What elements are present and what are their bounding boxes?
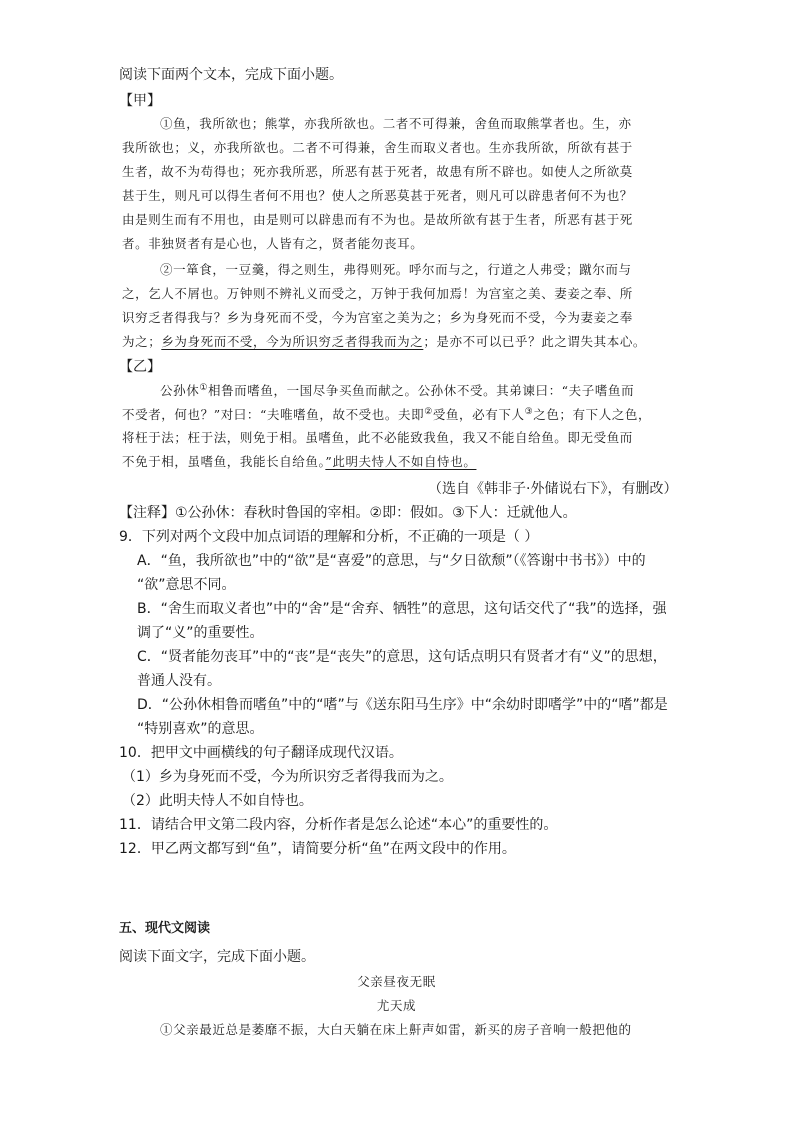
intro-text: 阅读下面两个文本，完成下面小题。 xyxy=(119,67,343,83)
q9-option-b-line-1: B．“舍生而取义者也”中的“舍”是“舍弃、牺牲”的意思，这句话交代了“我”的选择，强 xyxy=(137,601,667,617)
q9-option-c-line-2: 普通人没有。 xyxy=(137,673,221,689)
note-marker-1: ① xyxy=(199,383,208,393)
q10-sub-2: （2）此明夫恃人不如自恃也。 xyxy=(122,793,313,809)
jia-p1-line-3: 生者，故不为苟得也；死亦我所恶，所恶有甚于死者，故患有所不辟也。如使人之所欲莫 xyxy=(122,164,633,179)
jia-p1-line-4: 甚于生，则凡可以得生者何不用也？使人之所恶莫甚于死者，则凡可以辟患者何不为也？ xyxy=(122,188,633,203)
yi-l2-c: 之色；有下人之色， xyxy=(533,407,652,423)
jia-p2-line-1: ②一箪食，一豆羹，得之则生，弗得则死。呼尔而与之，行道之人弗受；蹴尔而与 xyxy=(160,262,632,277)
q9-option-d-line-1: D．“公孙休相鲁而嗜鱼”中的“嗜”与《送东阳马生序》中“余幼时即嗜学”中的“嗜”都是 xyxy=(137,697,668,713)
yi-line-4 xyxy=(122,456,476,469)
yi-l2-b: 受鱼，必有下人 xyxy=(432,407,525,423)
yi-underlined-sentence: ”此明夫恃人不如自恃也。 xyxy=(325,454,477,469)
q9-option-b-line-2: 调了“义”的重要性。 xyxy=(137,625,264,641)
yi-line-2 xyxy=(122,408,651,422)
yi-l2-a: 不受者，何也？”对曰：“夫唯嗜鱼，故不受也。夫即 xyxy=(122,407,425,423)
jia-p1-line-1: ①鱼，我所欲也；熊掌，亦我所欲也。二者不可得兼，舍鱼而取熊掌者也。生，亦 xyxy=(160,116,632,131)
jia-p2-line-3: 识穷乏者得我与？乡为身死而不受，今为宫室之美为之；乡为身死而不受，今为妻妾之奉 xyxy=(122,310,633,325)
article-author: 尤天成 xyxy=(376,998,417,1013)
jia-p2-line-4 xyxy=(122,336,646,349)
intro2-text: 阅读下面文字，完成下面小题。 xyxy=(119,949,315,965)
q9-option-a-line-1: A．“鱼，我所欲也”中的“欲”是“喜爱”的意思，与“夕日欲颓”（《答谢中书书》）中的 xyxy=(137,553,646,569)
section-heading: 五、现代文阅读 xyxy=(119,921,211,936)
source-citation: （选自《韩非子·外储说右下》，有删改） xyxy=(428,481,678,497)
yi-l4-a: 不免于相，虽嗜鱼，我能长自给鱼。 xyxy=(122,454,326,469)
yi-l1-b: 相鲁而嗜鱼，一国尽争买鱼而献之。公孙休不受。其弟谏曰：“夫子嗜鱼而 xyxy=(207,383,635,399)
jia-p2-last-pre: 为之； xyxy=(122,334,162,349)
annotation-notes: 【注释】①公孙休：春秋时鲁国的宰相。②即：假如。③下人：迁就他人。 xyxy=(119,505,577,521)
jia-p1-line-6: 者。非独贤者有是心也，人皆有之，贤者能勿丧耳。 xyxy=(122,236,424,251)
jia-p1-line-2: 我所欲也；义，亦我所欲也。二者不可得兼，舍生而取义者也。生亦我所欲，所欲有甚于 xyxy=(122,140,633,155)
q12-stem: 12．甲乙两文都写到“鱼”，请简要分析“鱼”在两文段中的作用。 xyxy=(119,841,516,857)
q9-option-d-line-2: “特别喜欢”的意思。 xyxy=(137,721,264,737)
yi-label: 【乙】 xyxy=(119,359,161,375)
jia-p1-line-5: 由是则生而有不用也，由是则可以辟患而有不为也。是故所欲有甚于生者，所恶有甚于死 xyxy=(122,212,633,227)
q9-option-c-line-1: C．“贤者能勿丧耳”中的“丧”是“丧失”的意思，这句话点明只有贤者才有“义”的思想， xyxy=(137,649,667,665)
yi-line-3: 将枉于法；枉于法，则免于相。虽嗜鱼，此不必能致我鱼，我又不能自给鱼。即无受鱼而 xyxy=(122,430,633,445)
q11-stem: 11．请结合甲文第二段内容，分析作者是怎么论述“本心”的重要性的。 xyxy=(119,817,558,833)
yi-line-1 xyxy=(160,384,634,398)
note-marker-3: ③ xyxy=(524,407,534,417)
jia-p2-last-post: ；是亦不可以已乎？此之谓失其本心。 xyxy=(423,334,647,349)
article-paragraph-1: ①父亲最近总是萎靡不振，大白天躺在床上鼾声如雷，新买的房子音响一般把他的 xyxy=(160,1022,632,1037)
q9-stem: 9．下列对两个文段中加点词语的理解和分析，不正确的一项是（ ） xyxy=(119,529,539,545)
q10-stem: 10．把甲文中画横线的句子翻译成现代汉语。 xyxy=(119,745,403,761)
jia-p2-line-2: 之，乞人不屑也。万钟则不辨礼义而受之，万钟于我何加焉！为宫室之美、妻妾之奉、所 xyxy=(122,286,633,301)
yi-l1-a: 公孙休 xyxy=(160,383,200,399)
article-title: 父亲昼夜无眠 xyxy=(357,974,436,989)
q10-sub-1: （1）乡为身死而不受，今为所识穷乏者得我而为之。 xyxy=(122,769,453,785)
q9-option-a-line-2: “欲”意思不同。 xyxy=(137,577,236,593)
jia-underlined-sentence: 乡为身死而不受，今为所识穷乏者得我而为之 xyxy=(161,334,424,349)
jia-label: 【甲】 xyxy=(119,93,161,109)
note-marker-2: ② xyxy=(424,407,433,417)
